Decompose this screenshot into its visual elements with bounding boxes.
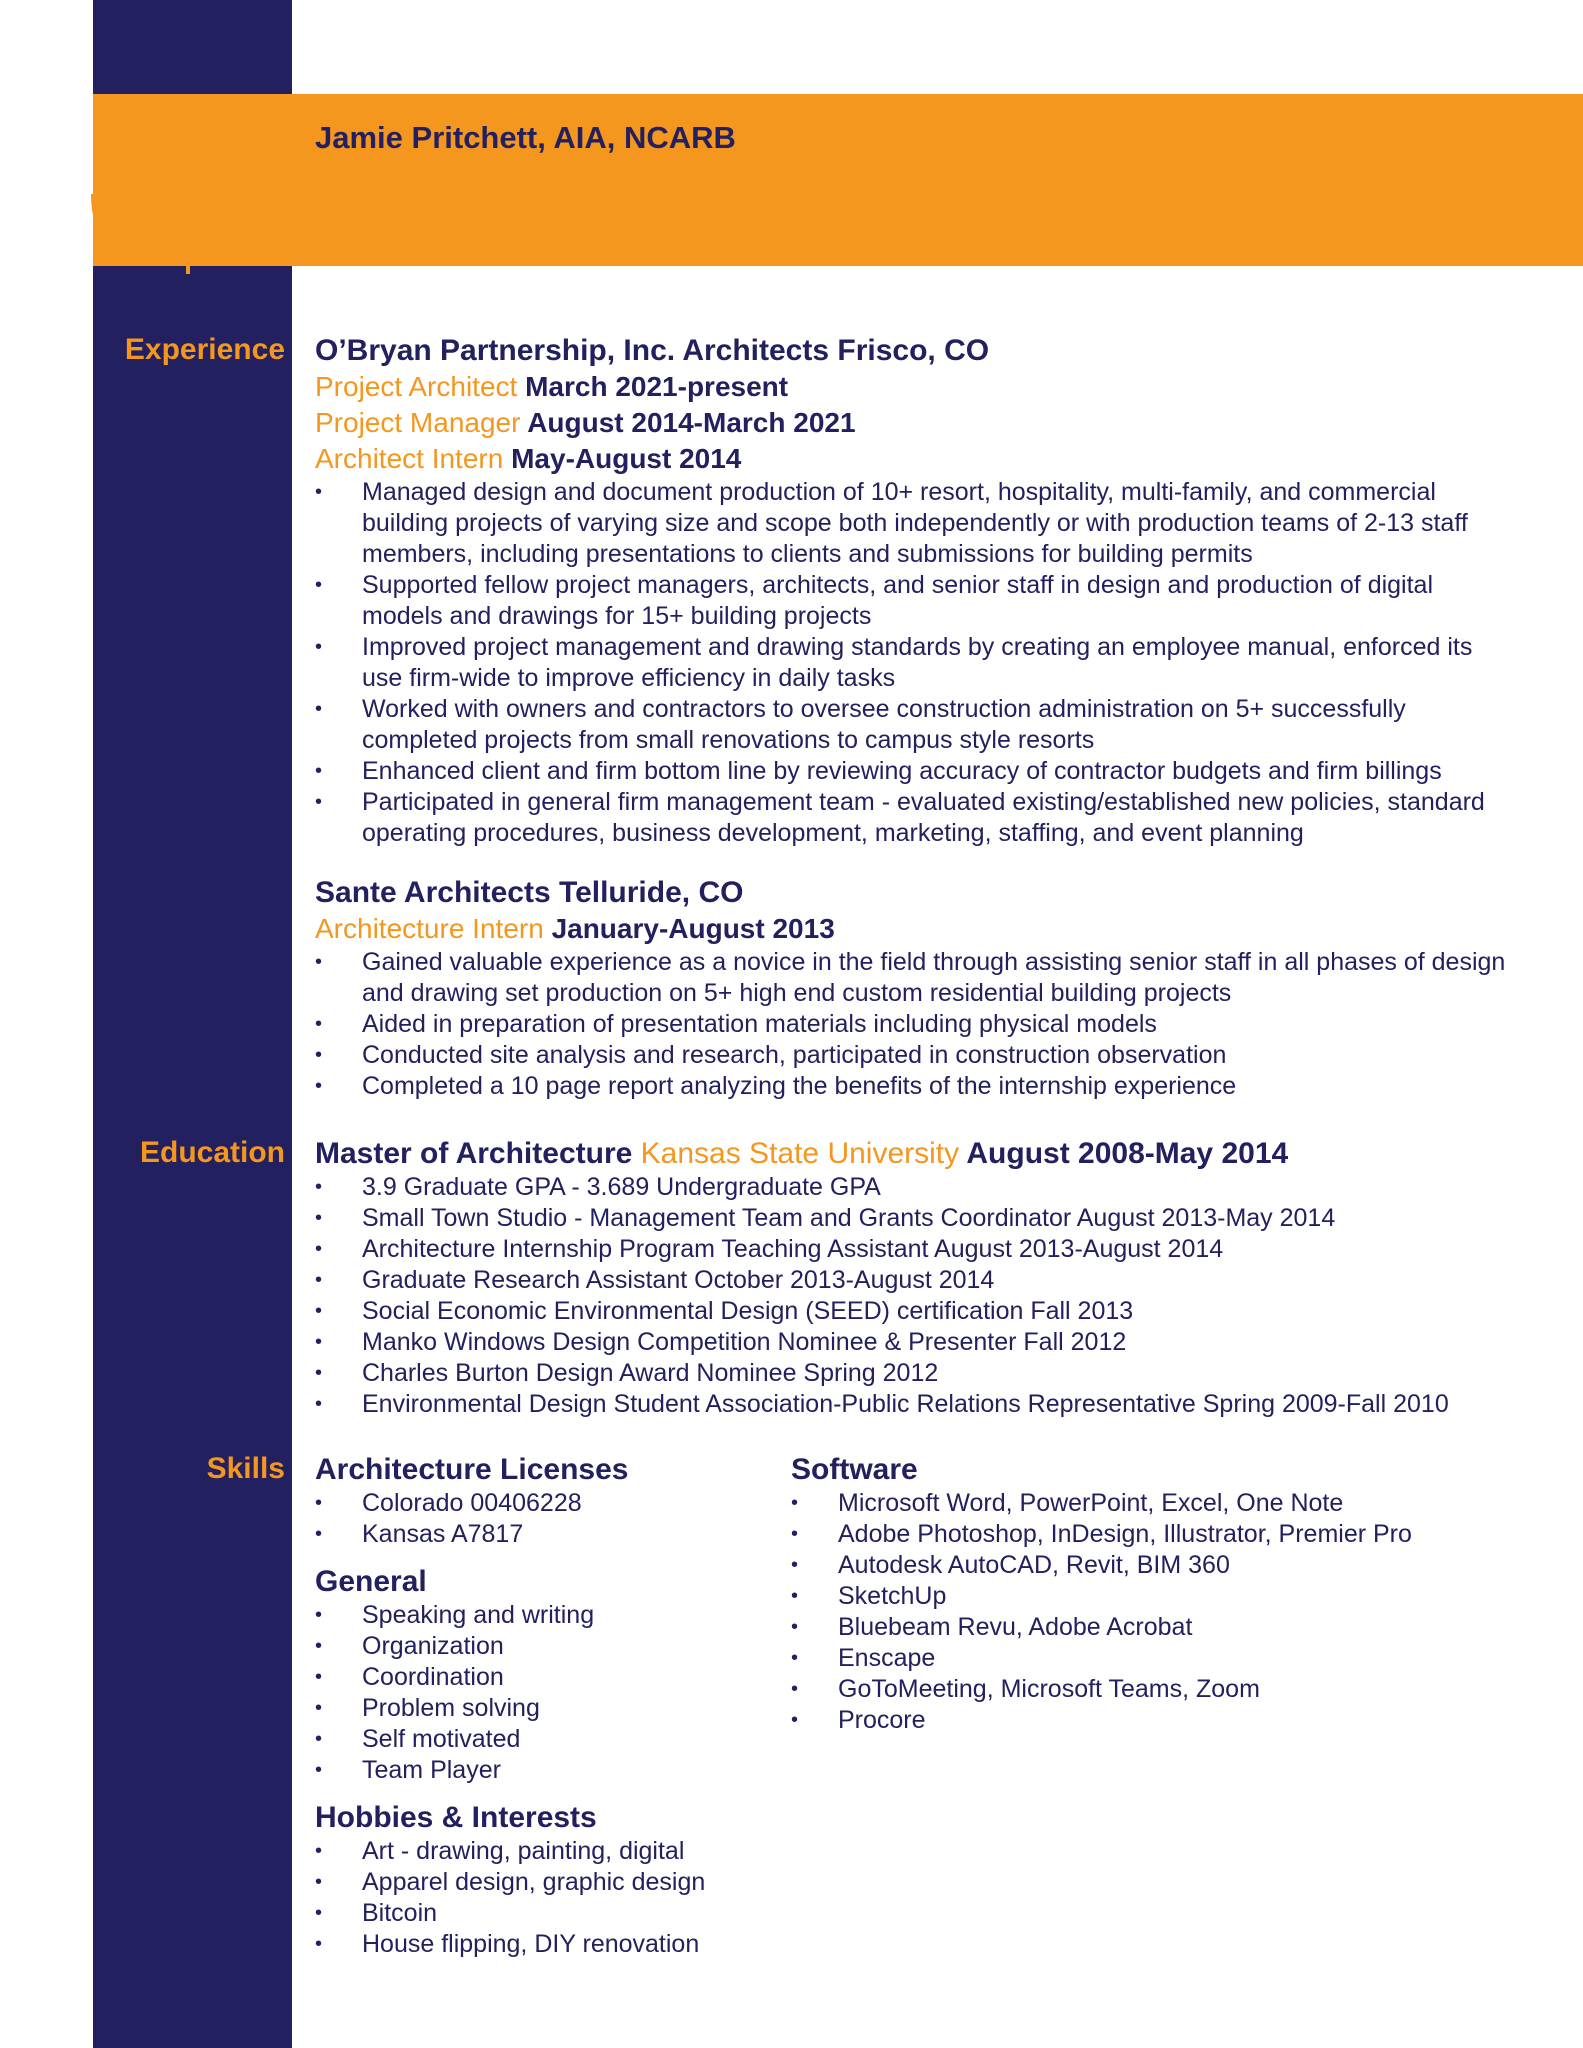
hobbies-heading: Hobbies & Interests [315, 1801, 597, 1834]
candidate-name: Jamie Pritchett, AIA, NCARB [315, 120, 736, 155]
jp-monogram-logo [88, 94, 298, 274]
general-heading: General [315, 1565, 427, 1598]
role-title: Project Architect [315, 371, 518, 402]
education-bullets [315, 1172, 1515, 1420]
list-item: • Bitcoin [315, 1898, 765, 1929]
list-item: • Conducted site analysis and research, participated in construction observation [315, 1040, 1515, 1071]
role-title: Project Manager [315, 407, 521, 438]
skills-right-column [791, 1452, 1511, 1736]
list-item: • Participated in general firm management team - evaluated existing/established new policies, standard operating procedures, business development, marketing, staffing, and event planning [315, 787, 1515, 849]
experience-section [315, 333, 1515, 1102]
job-bullets [315, 477, 1515, 849]
spacer [315, 1550, 765, 1564]
employer-name: O’Bryan Partnership, Inc. Architects Frisco, CO [315, 334, 990, 367]
list-item: • Supported fellow project managers, architects, and senior staff in design and production of digital models and drawings for 15+ building projects [315, 570, 1515, 632]
role-line [315, 911, 1515, 947]
list-item: • Enscape [791, 1643, 1511, 1674]
role-dates: March 2021-present [525, 371, 789, 402]
software-heading: Software [791, 1453, 918, 1486]
skills-left-column [315, 1452, 765, 1960]
list-item: • Procore [791, 1705, 1511, 1736]
list-item: • Improved project management and drawing standards by creating an employee manual, enforced its use firm-wide to improve efficiency in daily tasks [315, 632, 1515, 694]
list-item: • Kansas A7817 [315, 1519, 765, 1550]
list-item: • Environmental Design Student Association-Public Relations Representative Spring 2009-Fall 2010 [315, 1389, 1515, 1420]
list-item: • Microsoft Word, PowerPoint, Excel, One Note [791, 1488, 1511, 1519]
role-title: Architect Intern [315, 443, 504, 474]
list-item: • Bluebeam Revu, Adobe Acrobat [791, 1612, 1511, 1643]
list-item: • Architecture Internship Program Teaching Assistant August 2013-August 2014 [315, 1234, 1515, 1265]
list-item: • Graduate Research Assistant October 2013-August 2014 [315, 1265, 1515, 1296]
spacer [315, 1786, 765, 1800]
list-item: • Adobe Photoshop, InDesign, Illustrator, Premier Pro [791, 1519, 1511, 1550]
list-item: • Autodesk AutoCAD, Revit, BIM 360 [791, 1550, 1511, 1581]
list-item: • Coordination [315, 1662, 765, 1693]
hobbies-list [315, 1836, 765, 1960]
list-item: • Gained valuable experience as a novice in the field through assisting senior staff in all phases of design and drawing set production on 5+ high end custom residential building projects [315, 947, 1515, 1009]
role-title: Architecture Intern [315, 913, 544, 944]
list-item: • GoToMeeting, Microsoft Teams, Zoom [791, 1674, 1511, 1705]
list-item: • Completed a 10 page report analyzing the benefits of the internship experience [315, 1071, 1515, 1102]
list-item: • Team Player [315, 1755, 765, 1786]
role-line [315, 405, 1515, 441]
software-list [791, 1488, 1511, 1736]
list-item: • Art - drawing, painting, digital [315, 1836, 765, 1867]
list-item: • Social Economic Environmental Design (SEED) certification Fall 2013 [315, 1296, 1515, 1327]
role-dates: January-August 2013 [551, 913, 835, 944]
role-dates: May-August 2014 [511, 443, 742, 474]
education-dates: August 2008-May 2014 [966, 1137, 1289, 1170]
role-dates: August 2014-March 2021 [527, 407, 856, 438]
degree: Master of Architecture [315, 1137, 633, 1170]
list-item: • Managed design and document production of 10+ resort, hospitality, multi-family, and commercial building projects of varying size and scope both independently or with production teams of 2-13 staff members, including presentations to clients and submissions for building permits [315, 477, 1515, 570]
job-obryan [315, 333, 1515, 849]
list-item: • SketchUp [791, 1581, 1511, 1612]
section-label-experience: Experience [124, 333, 285, 366]
sidebar-band [93, 0, 292, 2048]
licenses-list [315, 1488, 765, 1550]
list-item: • 3.9 Graduate GPA - 3.689 Undergraduate GPA [315, 1172, 1515, 1203]
role-line [315, 441, 1515, 477]
job-bullets [315, 947, 1515, 1102]
spacer [315, 849, 1515, 875]
licenses-heading: Architecture Licenses [315, 1453, 629, 1486]
list-item: • Small Town Studio - Management Team and Grants Coordinator August 2013-May 2014 [315, 1203, 1515, 1234]
job-sante [315, 875, 1515, 1102]
section-label-skills: Skills [206, 1452, 285, 1485]
degree-line [315, 1136, 1515, 1172]
education-section [315, 1136, 1515, 1420]
list-item: • Manko Windows Design Competition Nominee & Presenter Fall 2012 [315, 1327, 1515, 1358]
list-item: • Enhanced client and firm bottom line by reviewing accuracy of contractor budgets and firm billings [315, 756, 1515, 787]
list-item: • Worked with owners and contractors to oversee construction administration on 5+ successfully completed projects from small renovations to campus style resorts [315, 694, 1515, 756]
list-item: • Organization [315, 1631, 765, 1662]
role-line [315, 369, 1515, 405]
list-item: • Charles Burton Design Award Nominee Spring 2012 [315, 1358, 1515, 1389]
general-list [315, 1600, 765, 1786]
list-item: • Self motivated [315, 1724, 765, 1755]
section-label-education: Education [139, 1136, 285, 1169]
list-item: • Aided in preparation of presentation materials including physical models [315, 1009, 1515, 1040]
employer-name: Sante Architects Telluride, CO [315, 876, 744, 909]
list-item: • Colorado 00406228 [315, 1488, 765, 1519]
list-item: • House flipping, DIY renovation [315, 1929, 765, 1960]
list-item: • Speaking and writing [315, 1600, 765, 1631]
list-item: • Apparel design, graphic design [315, 1867, 765, 1898]
list-item: • Problem solving [315, 1693, 765, 1724]
school: Kansas State University [640, 1137, 960, 1170]
